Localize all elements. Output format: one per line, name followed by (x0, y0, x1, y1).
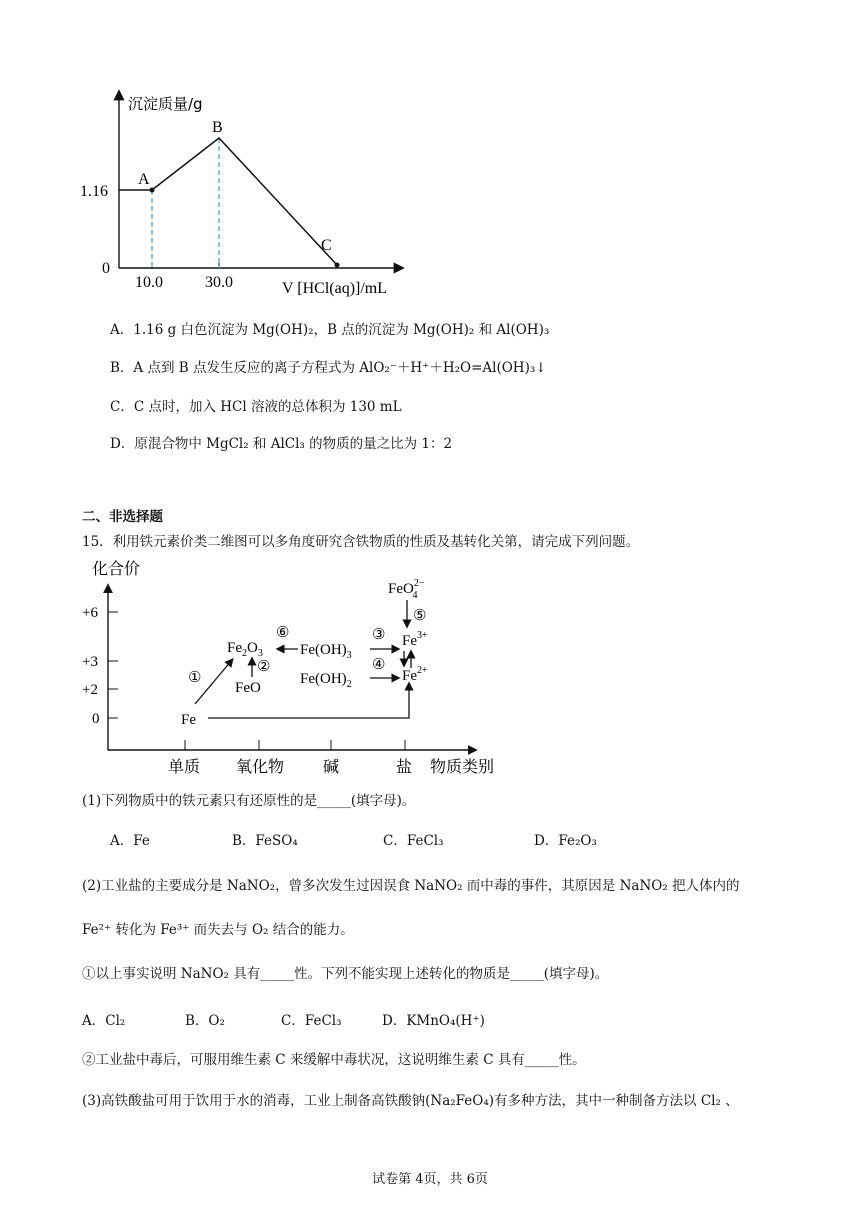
y-axis-label: 化合价 (92, 559, 141, 578)
y-axis-label: 沉淀质量/g (128, 95, 203, 113)
marker-2: ② (257, 659, 271, 675)
species-fe: Fe (181, 712, 196, 728)
q15-3-line1: (3)高铁酸盐可用于饮用于水的消毒，工业上制备高铁酸钠(Na₂FeO₄)有多种方法，其中一种制备方法以 Cl₂ 、 (82, 1093, 739, 1109)
q14-option-c: C．C 点时，加入 HCl 溶液的总体积为 130 mL (110, 399, 402, 415)
q15-2-option-d: D．KMnO₄(H⁺) (382, 1013, 485, 1029)
q15-2-line2: Fe²⁺ 转化为 Fe³⁺ 而失去与 O₂ 结合的能力。 (82, 922, 354, 938)
marker-5: ⑤ (413, 608, 427, 624)
x-cat-oxide: 氧化物 (236, 757, 285, 776)
q15-1-option-d: D．Fe₂O₃ (534, 833, 597, 849)
x-cat-elemental: 单质 (168, 757, 201, 776)
point-a (150, 188, 155, 193)
label-a: A (138, 171, 150, 188)
x-axis-label: 物质类别 (430, 757, 495, 776)
q15-1-option-c: C．FeCl₃ (383, 833, 444, 849)
q15-2-option-c: C．FeCl₃ (281, 1013, 342, 1029)
y-tick-0: 0 (92, 711, 100, 727)
q14-option-b: B．A 点到 B 点发生反应的离子方程式为 AlO₂⁻＋H⁺＋H₂O=Al(OH)₃↓ (110, 360, 547, 376)
origin-label: 0 (102, 260, 110, 277)
species-fe-oh-2: $Fe(OH)_2$ (300, 671, 352, 690)
y-tick-6: +6 (82, 605, 98, 621)
x-axis-label: V [HCl(aq)]/mL (282, 280, 388, 297)
y-tick-3: +3 (82, 654, 98, 670)
label-c: C (321, 237, 332, 254)
section-title: 二、非选择题 (82, 509, 163, 525)
marker-3: ③ (372, 627, 386, 643)
y-tick-label: 1.16 (80, 183, 108, 200)
q15-2-line1: (2)工业盐的主要成分是 NaNO₂，曾多次发生过因误食 NaNO₂ 而中毒的事件，其原因是 NaNO₂ 把人体内的 (82, 878, 740, 894)
q15-1-text: (1)下列物质中的铁元素只有还原性的是_____(填字母)。 (82, 793, 416, 809)
species-fe-oh-3: $Fe(OH)_3$ (300, 642, 352, 661)
marker-1: ① (188, 670, 202, 686)
q14-option-a: A．1.16 g 白色沉淀为 Mg(OH)₂，B 点的沉淀为 Mg(OH)₂ 和 Al(OH)₃ (110, 322, 550, 338)
marker-4: ④ (372, 657, 386, 673)
q15-2-sub2: ②工业盐中毒后，可服用维生素 C 来缓解中毒状况，这说明维生素 C 具有_____性。 (82, 1052, 586, 1068)
y-tick-2: +2 (82, 682, 98, 698)
x-tick-10: 10.0 (135, 274, 163, 291)
q15-2-option-b: B．O₂ (185, 1013, 225, 1029)
precipitate-graph (70, 80, 430, 305)
q15-1-option-a: A．Fe (110, 833, 150, 849)
q15-stem: 15．利用铁元素价类二维图可以多角度研究含铁物质的性质及基转化关第，请完成下列问题。 (82, 534, 640, 550)
species-feo4: FeO$^{2-}$ 4 (388, 578, 425, 601)
marker-6: ⑥ (276, 625, 290, 641)
species-feo: FeO (235, 680, 261, 696)
q14-option-d: D．原混合物中 MgCl₂ 和 AlCl₃ 的物质的量之比为 1：2 (110, 436, 453, 452)
species-fe3: $Fe^{3+}$ (402, 630, 428, 649)
x-cat-salt: 盐 (396, 757, 413, 776)
q15-2-option-a: A．Cl₂ (82, 1013, 126, 1029)
q15-1-option-b: B．FeSO₄ (232, 833, 298, 849)
label-b: B (212, 119, 223, 136)
species-fe2o3: $Fe_2O_3$ (227, 640, 263, 659)
x-tick-30: 30.0 (205, 274, 233, 291)
iron-valence-diagram (80, 556, 520, 781)
species-fe2: $Fe^{2+}$ (402, 665, 428, 684)
q15-2-sub1: ①以上事实说明 NaNO₂ 具有_____性。下列不能实现上述转化的物质是_____(填字母)。 (82, 966, 609, 982)
x-cat-base: 碱 (323, 757, 340, 776)
page-footer: 试卷第 4页，共 6页 (372, 1172, 488, 1187)
point-c (335, 263, 340, 268)
